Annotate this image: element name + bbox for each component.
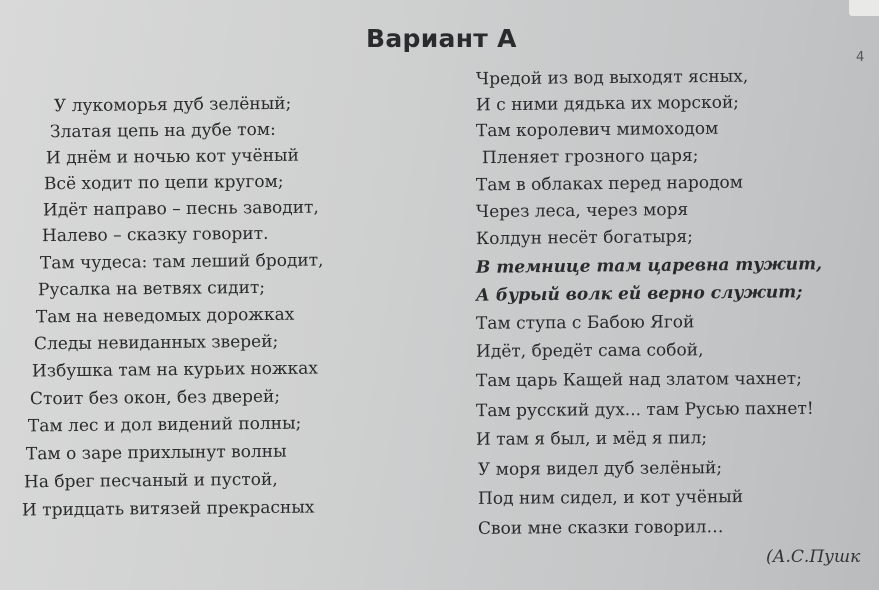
poem-line: Идёт направо – песнь заводит, [42,197,319,221]
poem-line: Налево – сказку говорит. [41,223,269,247]
poem-line: Избушка там на курьих ножках [31,358,319,382]
poem-line: Там царь Кащей над златом чахнет; [475,368,802,392]
poem-line: Златая цепь на дубе том: [49,119,276,143]
page-title: Вариант А [366,24,517,53]
poem-line: Идёт, бредёт сама собой, [475,340,704,362]
poem-line: Колдун несёт богатыря; [475,226,694,250]
poem-line: Чредой из вод выходят ясных, [475,66,749,90]
poem-line-emphasis: А бурый волк ей верно служит; [475,282,803,306]
poem-line: И там я был, и мёд я пил; [475,428,708,450]
poem-line: Через леса, через моря [475,199,689,223]
poem-line: Там о заре прихлынут волны [25,441,287,465]
poem-line: На брег песчаный и пустой, [23,469,278,493]
poem-line: Там ступа с Бабою Ягой [475,312,695,334]
poem-line: И тридцать витязей прекрасных [21,497,315,521]
poem-line: Там русский дух... там Русью пахнет! [475,398,814,422]
poem-line: Свои мне сказки говорил… [477,517,724,539]
author-signature: (А.С.Пушк [766,547,861,567]
poem-line: Под ним сидел, и кот учёный [477,487,744,509]
page-number: 4 [856,50,865,65]
poem-line: Там на неведомых дорожках [35,304,295,328]
poem-line: Русалка на ветвях сидит; [37,277,266,301]
poem-line-emphasis: В темнице там царевна тужит, [475,254,823,278]
poem-line: Там королевич мимоходом [475,118,719,142]
poem-line: У моря видел дуб зелёный; [477,458,723,480]
poem-line: Там лес и дол видений полны; [27,413,302,437]
poem-line: У лукоморья дуб зелёный; [53,93,292,117]
poem-line: Следы невиданных зверей; [33,331,279,355]
poem-line: Стоит без окон, без дверей; [29,386,281,410]
poem-line: И с ними дядька их морской; [475,92,740,116]
poem-line: И днём и ночью кот учёный [45,145,299,169]
poem-line: Пленяет грозного царя; [481,145,699,169]
poem-line: Там чудеса: там леший бродит, [39,250,324,274]
poem-line: Там в облаках перед народом [475,172,744,196]
poem-line: Всё ходит по цепи кругом; [43,171,284,195]
page-corner [849,0,879,16]
